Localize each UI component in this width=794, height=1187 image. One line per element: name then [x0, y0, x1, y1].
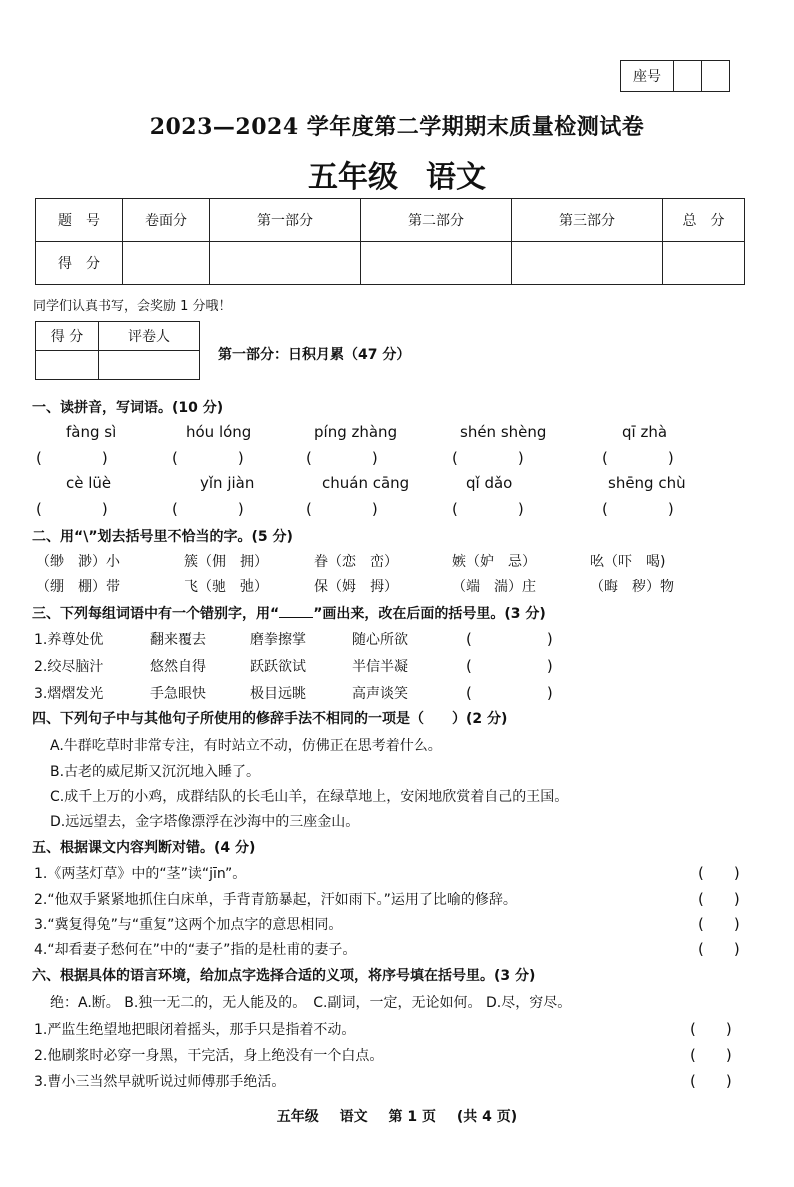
- answer-paren[interactable]: ( ): [466, 684, 553, 702]
- pinyin: cè lüè: [66, 474, 112, 492]
- answer-paren[interactable]: ( ): [698, 890, 740, 908]
- answer-paren[interactable]: ( ): [172, 500, 244, 518]
- pinyin: hóu lóng: [186, 423, 252, 441]
- footer-grade: 五年级: [276, 1109, 319, 1125]
- q5-item: 4.“却看妻子愁何在”中的“妻子”指的是杜甫的妻子。: [34, 942, 357, 958]
- score-cell[interactable]: [663, 242, 745, 285]
- q5-title: 五、根据课文内容判断对错。(4 分): [32, 840, 256, 856]
- grade-score-label: 得 分: [36, 322, 99, 351]
- subtitle-subject: 语文: [426, 160, 486, 195]
- q3-word[interactable]: 跃跃欲试: [250, 659, 306, 675]
- pinyin: qī zhà: [622, 423, 668, 441]
- q3-title-a: 三、下列每组词语中有一个错别字，用“: [32, 606, 280, 622]
- q4-option-c[interactable]: C.成千上万的小鸡，成群结队的长毛山羊，在绿草地上，安闲地欣赏着自己的王国。: [50, 789, 569, 805]
- footer-page: 第 1 页: [388, 1109, 437, 1125]
- q3-word[interactable]: 极目远眺: [250, 686, 306, 702]
- answer-paren[interactable]: ( ): [602, 449, 674, 467]
- q5-item: 1.《两茎灯草》中的“茎”读“jīn”。: [34, 866, 247, 882]
- answer-paren[interactable]: ( ): [690, 1072, 732, 1090]
- q3-title-b: ”画出来，改在后面的括号里。(3 分): [313, 606, 546, 622]
- q3-word[interactable]: 翻来覆去: [150, 632, 206, 648]
- pinyin: shén shèng: [460, 423, 547, 441]
- score-header: 第二部分: [361, 199, 512, 242]
- page-footer: [0, 1106, 794, 1126]
- score-cell[interactable]: [123, 242, 210, 285]
- q4-option-b[interactable]: B.古老的威尼斯又沉沉地入睡了。: [50, 764, 261, 780]
- q2-item[interactable]: 吆（吓 喝): [590, 554, 666, 570]
- q3-word[interactable]: 半信半凝: [352, 659, 408, 675]
- q3-word[interactable]: 2.绞尽脑汁: [34, 659, 104, 675]
- grader-box: [35, 321, 200, 380]
- pinyin: shēng chù: [608, 474, 686, 492]
- q2-item[interactable]: 嫉（妒 忌）: [452, 554, 536, 570]
- score-header: 第一部分: [210, 199, 361, 242]
- footer-total: (共 4 页): [456, 1109, 518, 1125]
- score-cell[interactable]: [361, 242, 512, 285]
- grader-label: 评卷人: [99, 322, 200, 351]
- q6-item: 3.曹小三当然早就听说过师傅那手绝活。: [34, 1074, 286, 1090]
- pinyin: chuán cāng: [322, 474, 410, 492]
- footer-subject: 语文: [339, 1109, 368, 1125]
- q3-word[interactable]: 随心所欲: [352, 632, 408, 648]
- q3-title: [32, 603, 546, 623]
- q2-item[interactable]: （端 湍）庄: [452, 579, 536, 595]
- score-header: 题 号: [36, 199, 123, 242]
- pinyin: qǐ dǎo: [466, 474, 513, 492]
- pinyin: píng zhàng: [314, 423, 398, 441]
- q2-item[interactable]: （绷 棚）带: [36, 579, 120, 595]
- answer-paren[interactable]: ( ): [452, 449, 524, 467]
- q4-option-d[interactable]: D.远远望去，金字塔像漂浮在沙海中的三座金山。: [50, 814, 360, 830]
- q5-item: 3.“冀复得兔”与“重复”这两个加点字的意思相同。: [34, 917, 343, 933]
- answer-paren[interactable]: ( ): [36, 449, 108, 467]
- q6-item: 1.严监生绝望地把眼闭着摇头，那手只是指着不动。: [34, 1022, 356, 1038]
- answer-paren[interactable]: ( ): [36, 500, 108, 518]
- subtitle-grade: 五年级: [308, 160, 398, 195]
- answer-paren[interactable]: ( ): [466, 630, 553, 648]
- q3-word[interactable]: 磨拳擦掌: [250, 632, 306, 648]
- pinyin: fàng sì: [66, 423, 117, 441]
- score-row-label: 得 分: [36, 242, 123, 285]
- exam-title: 2023—2024 学年度第二学期期末质量检测试卷: [149, 114, 645, 140]
- answer-paren[interactable]: ( ): [172, 449, 244, 467]
- q3-word[interactable]: 悠然自得: [150, 659, 206, 675]
- part1-title: 第一部分：日积月累（47 分）: [218, 347, 411, 363]
- seat-number-box: [620, 60, 730, 92]
- q2-item[interactable]: 保（姆 拇）: [314, 579, 398, 595]
- score-header: 总 分: [663, 199, 745, 242]
- q3-word[interactable]: 手急眼快: [150, 686, 206, 702]
- score-cell[interactable]: [512, 242, 663, 285]
- q4-option-a[interactable]: A.牛群吃草时非常专注，有时站立不动，仿佛正在思考着什么。: [50, 738, 442, 754]
- score-table: [35, 198, 745, 285]
- handwriting-note: 同学们认真书写，会奖励 1 分哦！: [33, 299, 232, 314]
- answer-paren[interactable]: ( ): [466, 657, 553, 675]
- answer-paren[interactable]: ( ): [690, 1046, 732, 1064]
- q4-title: 四、下列句子中与其他句子所使用的修辞手法不相同的一项是（ ）(2 分): [32, 711, 508, 727]
- exam-subtitle: [0, 152, 794, 196]
- pinyin: yǐn jiàn: [200, 474, 255, 492]
- q2-item[interactable]: 眷（恋 峦）: [314, 554, 398, 570]
- score-cell[interactable]: [210, 242, 361, 285]
- q6-title: 六、根据具体的语言环境，给加点字选择合适的义项，将序号填在括号里。(3 分): [32, 968, 536, 984]
- underline-sample: [279, 605, 313, 618]
- answer-paren[interactable]: ( ): [698, 915, 740, 933]
- seat-cell[interactable]: [674, 61, 702, 91]
- answer-paren[interactable]: ( ): [690, 1020, 732, 1038]
- q1-title: 一、读拼音，写词语。(10 分): [32, 400, 224, 416]
- answer-paren[interactable]: ( ): [306, 500, 378, 518]
- grade-score-cell[interactable]: [36, 351, 99, 380]
- score-header: 卷面分: [123, 199, 210, 242]
- q3-word[interactable]: 3.熠熠发光: [34, 686, 104, 702]
- answer-paren[interactable]: ( ): [306, 449, 378, 467]
- answer-paren[interactable]: ( ): [602, 500, 674, 518]
- grader-cell[interactable]: [99, 351, 200, 380]
- q6-definition: 绝：A.断。 B.独一无二的，无人能及的。 C.副词，一定，无论如何。 D.尽，穷尽。: [50, 995, 572, 1011]
- answer-paren[interactable]: ( ): [452, 500, 524, 518]
- q2-title: 二、用“\”划去括号里不恰当的字。(5 分): [32, 529, 293, 545]
- q5-item: 2.“他双手紧紧地抓住白床单，手背青筋暴起，汗如雨下。”运用了比喻的修辞。: [34, 892, 517, 908]
- q2-item[interactable]: （晦 秽）物: [590, 579, 674, 595]
- q3-word[interactable]: 1.养尊处优: [34, 632, 104, 648]
- answer-paren[interactable]: ( ): [698, 864, 740, 882]
- seat-label: 座号: [621, 61, 674, 91]
- q2-item[interactable]: 簇（佣 拥）: [184, 554, 268, 570]
- q2-item[interactable]: （缈 渺）小: [36, 554, 120, 570]
- score-header: 第三部分: [512, 199, 663, 242]
- q2-item[interactable]: 飞（驰 弛）: [184, 579, 268, 595]
- answer-paren[interactable]: ( ): [698, 940, 740, 958]
- q6-item: 2.他刷浆时必穿一身黑，干完活，身上绝没有一个白点。: [34, 1048, 384, 1064]
- seat-cell[interactable]: [702, 61, 729, 91]
- q3-word[interactable]: 高声谈笑: [352, 686, 408, 702]
